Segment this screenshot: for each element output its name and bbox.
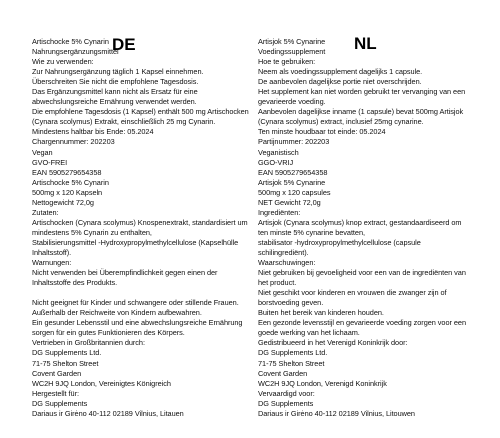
nl-label-line: schilingrediënt). bbox=[258, 247, 309, 257]
de-label-line: (Cynara scolymus) Extrakt, einschließlich 25 mg Cynarin. bbox=[32, 117, 216, 127]
nl-label-line: 500mg x 120 capsules bbox=[258, 187, 331, 197]
de-label-line: Vegan bbox=[32, 147, 53, 157]
de-label-line: Nettogewicht 72,0g bbox=[32, 197, 94, 207]
nl-label-line: gevarieerde voeding. bbox=[258, 97, 326, 107]
nl-label-line: Gedistribueerd in het Verenigd Koninkrijk door: bbox=[258, 338, 408, 348]
de-label-line: 500mg x 120 Kapseln bbox=[32, 187, 103, 197]
nl-label-line: Artisjok 5% Cynarine bbox=[258, 37, 326, 46]
de-label-line: Überschreiten Sie nicht die empfohlene Tagesdosis. bbox=[32, 77, 199, 87]
nl-label-line: Een gezonde levensstijl en gevarieerde voeding zorgen voor een bbox=[258, 318, 466, 328]
nl-label-line: Partijnummer: 202203 bbox=[258, 137, 330, 147]
nl-label-line: WC2H 9JQ London, Verenigd Koninkrijk bbox=[258, 378, 387, 388]
de-label-line: sorgen für ein gutes Funktionieren des Körpers. bbox=[32, 328, 185, 338]
de-label-line: Nicht verwenden bei Überempfindlichkeit gegen einen der bbox=[32, 268, 218, 278]
nl-label-line: EAN 5905279654358 bbox=[258, 167, 328, 177]
nl-label-line: Niet gebruiken bij gevoeligheid voor een van de ingrediënten van bbox=[258, 268, 466, 278]
nl-label-line: Vervaardigd voor: bbox=[258, 388, 315, 398]
de-label-line: Covent Garden bbox=[32, 368, 82, 378]
de-label-line: Hergestellt für: bbox=[32, 388, 79, 398]
de-label-line bbox=[32, 288, 258, 298]
de-label-line: Artischocke 5% Cynarin bbox=[32, 177, 109, 187]
nl-label-line: DG Supplements Ltd. bbox=[258, 348, 328, 358]
de-label-line: Zutaten: bbox=[32, 207, 59, 217]
de-label-line: Artischocken (Cynara scolymus) Knospenextrakt, standardisiert um bbox=[32, 217, 248, 227]
de-label-line: GVO-FREI bbox=[32, 157, 68, 167]
de-label-line: Inhaltsstoffe des Produkts. bbox=[32, 278, 118, 288]
nl-label-line: DG Supplements bbox=[258, 398, 314, 408]
de-label-line: mindestens 5% Cynarin zu enthalten, bbox=[32, 227, 152, 237]
nl-label-line: Waarschuwingen: bbox=[258, 258, 316, 268]
nl-label-line: Artisjok (Cynara scolymus) knop extract, gestandaardiseerd om bbox=[258, 217, 462, 227]
nl-label-line: Veganistisch bbox=[258, 147, 299, 157]
nl-label-line: Het supplement kan niet worden gebruikt ter vervanging van een bbox=[258, 87, 466, 97]
nl-label-line: Ten minste houdbaar tot einde: 05.2024 bbox=[258, 127, 386, 137]
de-label-line: Mindestens haltbar bis Ende: 05.2024 bbox=[32, 127, 154, 137]
de-label-line: Vertrieben in Großbritannien durch: bbox=[32, 338, 145, 348]
nl-label-line: stabilisator -hydroxypropylmethylcellulose (capsule bbox=[258, 237, 421, 247]
de-label-line: Die empfohlene Tagesdosis (1 Kapsel) enthält 500 mg Artischocken bbox=[32, 107, 249, 117]
nl-label-line: borstvoeding geven. bbox=[258, 298, 324, 308]
nl-label-line: Covent Garden bbox=[258, 368, 308, 378]
nl-label-line: Artisjok 5% Cynarine bbox=[258, 177, 326, 187]
nl-label-line: 71-75 Shelton Street bbox=[258, 358, 325, 368]
nl-label-line: Neem als voedingssupplement dagelijks 1 capsule. bbox=[258, 67, 423, 77]
de-label-line: Das Ergänzungsmittel kann nicht als Ersatz für eine bbox=[32, 87, 198, 97]
de-label-line: Wie zu verwenden: bbox=[32, 57, 94, 67]
nl-label-line: ten minste 5% cynarine bevatten, bbox=[258, 227, 365, 237]
de-label-line: Stabilisierungsmittel -Hydroxypropylmethylcellulose (Kapselhülle bbox=[32, 237, 239, 247]
de-label-line: WC2H 9JQ London, Vereinigtes Königreich bbox=[32, 378, 171, 388]
de-label-line: Warnungen: bbox=[32, 258, 72, 268]
de-label-line: 71-75 Shelton Street bbox=[32, 358, 99, 368]
nl-label-line: Voedingssupplement bbox=[258, 47, 326, 57]
de-label-line: Nicht geeignet für Kinder und schwangere oder stillende Frauen. bbox=[32, 298, 239, 308]
de-label-line: abwechslungsreiche Ernährung verwendet werden. bbox=[32, 97, 197, 107]
nl-label-line: Hoe te gebruiken: bbox=[258, 57, 316, 67]
nl-label-line: De aanbevolen dagelijkse portie niet overschrijden. bbox=[258, 77, 422, 87]
nl-label-line: Aanbevolen dagelijkse inname (1 capsule) bevat 500mg Artisjok bbox=[258, 107, 464, 117]
nl-label-line: Buiten het bereik van kinderen houden. bbox=[258, 308, 384, 318]
nl-label-line: goede werking van het lichaam. bbox=[258, 328, 360, 338]
de-label-line: Inhaltsstoff). bbox=[32, 247, 72, 257]
nl-label-line: Niet geschikt voor kinderen en vrouwen die zwanger zijn of bbox=[258, 288, 447, 298]
german-label-column bbox=[32, 37, 258, 419]
de-label-line: DG Supplements bbox=[32, 398, 88, 408]
de-label-line: Außerhalb der Reichweite von Kindern aufbewahren. bbox=[32, 308, 202, 318]
language-code-nl: NL bbox=[354, 34, 377, 53]
de-label-line: EAN 5905279654358 bbox=[32, 167, 102, 177]
de-label-line: Zur Nahrungsergänzung täglich 1 Kapsel einnehmen. bbox=[32, 67, 204, 77]
nl-label-line: Dariaus ir Girėno 40-112 02189 Vilnius, Litouwen bbox=[258, 408, 415, 418]
nl-label-line: het product. bbox=[258, 278, 297, 288]
language-code-de: DE bbox=[112, 35, 136, 54]
de-label-line: Dariaus ir Girėno 40-112 02189 Vilnius, Litauen bbox=[32, 408, 184, 418]
de-label-line: Ein gesunder Lebensstil und eine abwechslungsreiche Ernährung bbox=[32, 318, 243, 328]
nl-label-line: Ingrediënten: bbox=[258, 207, 301, 217]
de-label-line: DG Supplements Ltd. bbox=[32, 348, 102, 358]
de-label-line: Chargennummer: 202203 bbox=[32, 137, 115, 147]
nl-label-line: NET Gewicht 72,0g bbox=[258, 197, 321, 207]
dutch-label-column bbox=[258, 34, 494, 419]
nl-label-line: GGO-VRIJ bbox=[258, 157, 294, 167]
de-label-line: Nahrungsergänzungsmittel bbox=[32, 47, 119, 57]
de-label-line: Artischocke 5% Cynarin bbox=[32, 37, 109, 46]
nl-label-line: (Cynara scolymus) extract, inclusief 25mg cynarine. bbox=[258, 117, 424, 127]
